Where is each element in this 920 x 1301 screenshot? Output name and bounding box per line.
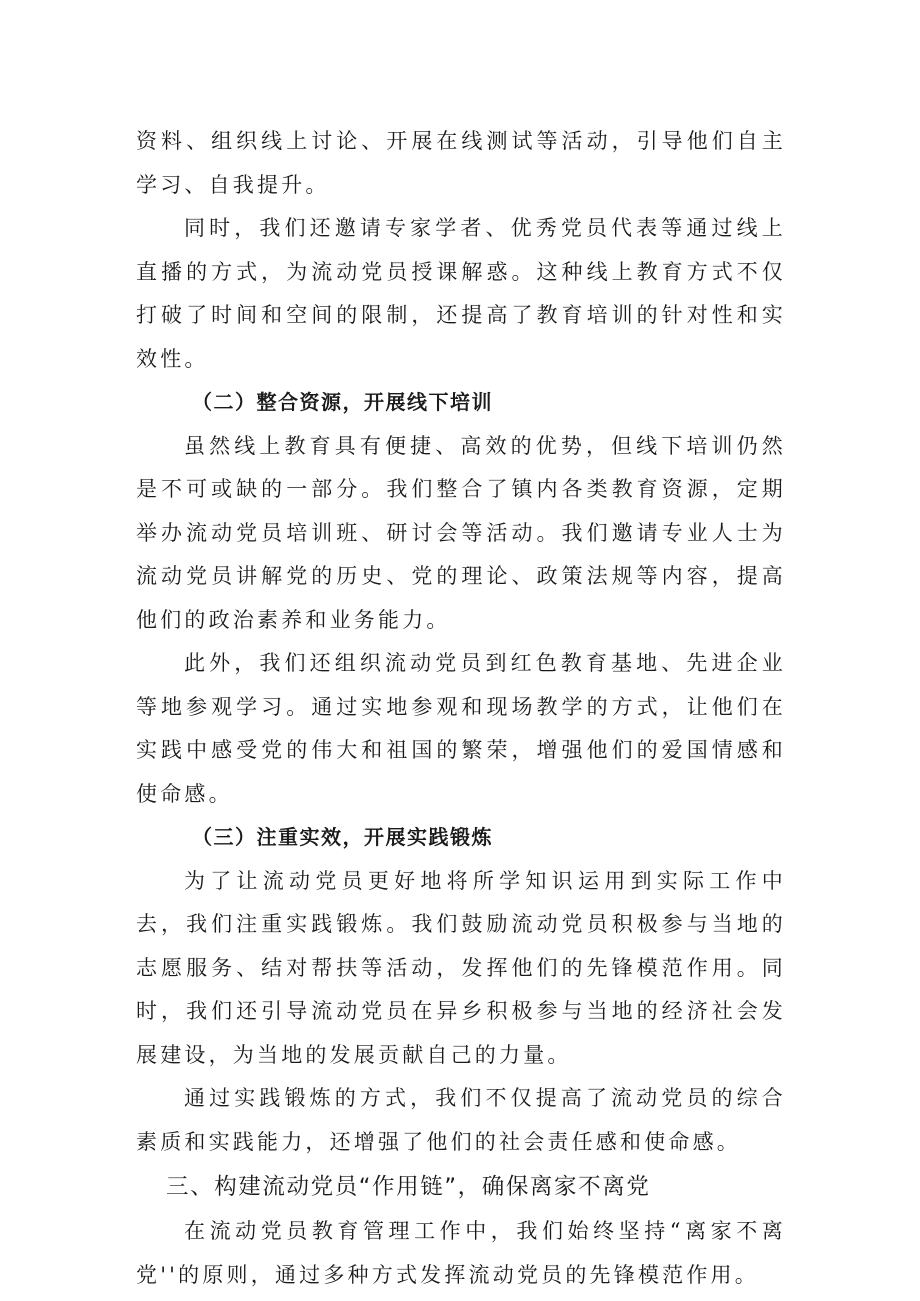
paragraph: 在流动党员教育管理工作中，我们始终坚持“离家不离党''的原则，通过多种方式发挥流动党员的先锋模范作用。	[136, 1219, 786, 1287]
section-heading: （二）整合资源，开展线下培训	[192, 390, 493, 414]
paragraph: 通过实践锻炼的方式，我们不仅提高了流动党员的综合素质和实践能力，还增强了他们的社会责任感和使命感。	[136, 1086, 786, 1154]
paragraph: 此外，我们还组织流动党员到红色教育基地、先进企业等地参观学习。通过实地参观和现场教学的方式，让他们在实践中感受党的伟大和祖国的繁荣，增强他们的爱国情感和使命感。	[136, 651, 786, 806]
paragraph: 为了让流动党员更好地将所学知识运用到实际工作中去，我们注重实践锻炼。我们鼓励流动党员积极参与当地的志愿服务、结对帮扶等活动，发挥他们的先锋模范作用。同时，我们还引导流动党员在异乡积极参与当地的经济社会发展建设，为当地的发展贡献自己的力量。	[136, 868, 786, 1067]
chapter-heading: 三、构建流动党员“作用链”，确保离家不离党	[166, 1174, 651, 1200]
paragraph: 同时，我们还邀请专家学者、优秀党员代表等通过线上直播的方式，为流动党员授课解惑。这种线上教育方式不仅打破了时间和空间的限制，还提高了教育培训的针对性和实效性。	[136, 216, 786, 371]
paragraph: 虽然线上教育具有便捷、高效的优势，但线下培训仍然是不可或缺的一部分。我们整合了镇内各类教育资源，定期举办流动党员培训班、研讨会等活动。我们邀请专业人士为流动党员讲解党的历史、党的理论、政策法规等内容，提高他们的政治素养和业务能力。	[136, 433, 786, 632]
paragraph: 资料、组织线上讨论、开展在线测试等活动，引导他们自主学习、自我提升。	[136, 129, 786, 197]
document-body	[136, 120, 786, 1297]
section-heading: （三）注重实效，开展实践锻炼	[192, 825, 493, 849]
